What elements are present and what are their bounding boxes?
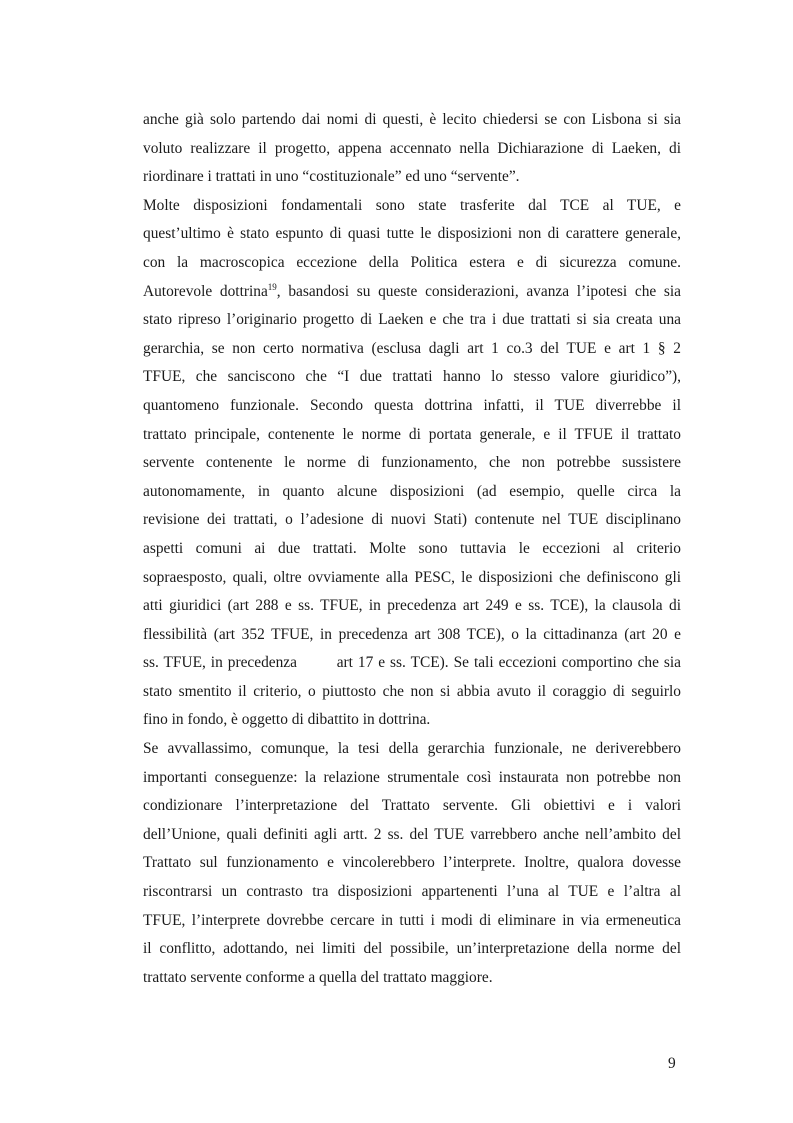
text-line: quantomeno funzionale. Secondo questa dottrina infatti, il TUE diverrebbe il	[143, 396, 681, 414]
text-line: trattato servente conforme a quella del trattato maggiore.	[143, 968, 493, 986]
text-line: voluto realizzare il progetto, appena accennato nella Dichiarazione di Laeken, di	[143, 139, 681, 157]
text-line: riscontrarsi un contrasto tra disposizioni appartenenti l’una al TUE e l’altra al	[143, 883, 681, 901]
text-line: quest’ultimo è stato espunto di quasi tutte le disposizioni non di carattere generale,	[143, 225, 681, 243]
text-line: atti giuridici (art 288 e ss. TFUE, in precedenza art 249 e ss. TCE), la clausola di	[143, 597, 681, 615]
text-line: autonomamente, in quanto alcune disposizioni (ad esempio, quelle circa la	[143, 482, 681, 500]
text-line: servente contenente le norme di funzionamento, che non potrebbe sussistere	[143, 454, 681, 472]
text-line: trattato principale, contenente le norme di portata generale, e il TFUE il trattato	[143, 425, 681, 443]
page-body	[143, 106, 681, 992]
text-line: TFUE, l’interprete dovrebbe cercare in tutti i modi di eliminare in via ermeneutica	[143, 911, 681, 929]
paragraph-3	[143, 735, 681, 992]
paragraph-2	[143, 192, 681, 735]
text-line: Se avvallassimo, comunque, la tesi della gerarchia funzionale, ne deriverebbero	[143, 740, 681, 758]
text-line: gerarchia, se non certo normativa (esclusa dagli art 1 co.3 del TUE e art 1 § 2	[143, 339, 681, 357]
text-line: il conflitto, adottando, nei limiti del possibile, un’interpretazione della norme del	[143, 940, 681, 958]
text-line: stato smentito il criterio, o piuttosto che non si abbia avuto il coraggio di seguirlo	[143, 682, 681, 700]
text-line: con la macroscopica eccezione della Politica estera e di sicurezza comune.	[143, 253, 681, 271]
text-line: revisione dei trattati, o l’adesione di nuovi Stati) contenute nel TUE disciplinano	[143, 511, 681, 529]
text-line: flessibilità (art 352 TFUE, in precedenza art 308 TCE), o la cittadinanza (art 20 e	[143, 625, 681, 643]
note-line-start: Autorevole dottrina	[143, 282, 268, 300]
text-line: anche già solo partendo dai nomi di questi, è lecito chiedersi se con Lisbona si sia	[143, 111, 681, 128]
text-line: condizionare l’interpretazione del Trattato servente. Gli obiettivi e i valori	[143, 797, 681, 815]
text-line-with-footnote	[143, 278, 681, 307]
text-line: TFUE, che sanciscono che “I due trattati hanno lo stesso valore giuridico”),	[143, 368, 681, 386]
text-line: ss. TFUE, in precedenza art 17 e ss. TCE). Se tali eccezioni comportino che sia	[143, 654, 681, 672]
text-line: fino in fondo, è oggetto di dibattito in dottrina.	[143, 711, 431, 729]
footnote-ref[interactable]: 19	[267, 281, 277, 292]
text-line: riordinare i trattati in uno “costituzionale” ed uno “servente”.	[143, 168, 520, 186]
page-number: 9	[668, 1055, 676, 1072]
text-line: aspetti comuni ai due trattati. Molte sono tuttavia le eccezioni al criterio	[143, 539, 681, 557]
text-line: Trattato sul funzionamento e vincolerebbero l’interprete. Inoltre, qualora dovesse	[143, 854, 681, 872]
note-line-end: , basandosi su queste considerazioni, avanza l’ipotesi che sia	[276, 282, 681, 300]
text-line: sopraesposto, quali, oltre ovviamente alla PESC, le disposizioni che definiscono gli	[143, 568, 681, 586]
text-line: stato ripreso l’originario progetto di Laeken e che tra i due trattati si sia creata una	[143, 311, 681, 329]
text-line: dell’Unione, quali definiti agli artt. 2 ss. del TUE varrebbero anche nell’ambito del	[143, 825, 681, 843]
paragraph-1	[143, 106, 681, 192]
text-line: Molte disposizioni fondamentali sono state trasferite dal TCE al TUE, e	[143, 196, 681, 214]
text-line: importanti conseguenze: la relazione strumentale così instaurata non potrebbe non	[143, 768, 681, 786]
